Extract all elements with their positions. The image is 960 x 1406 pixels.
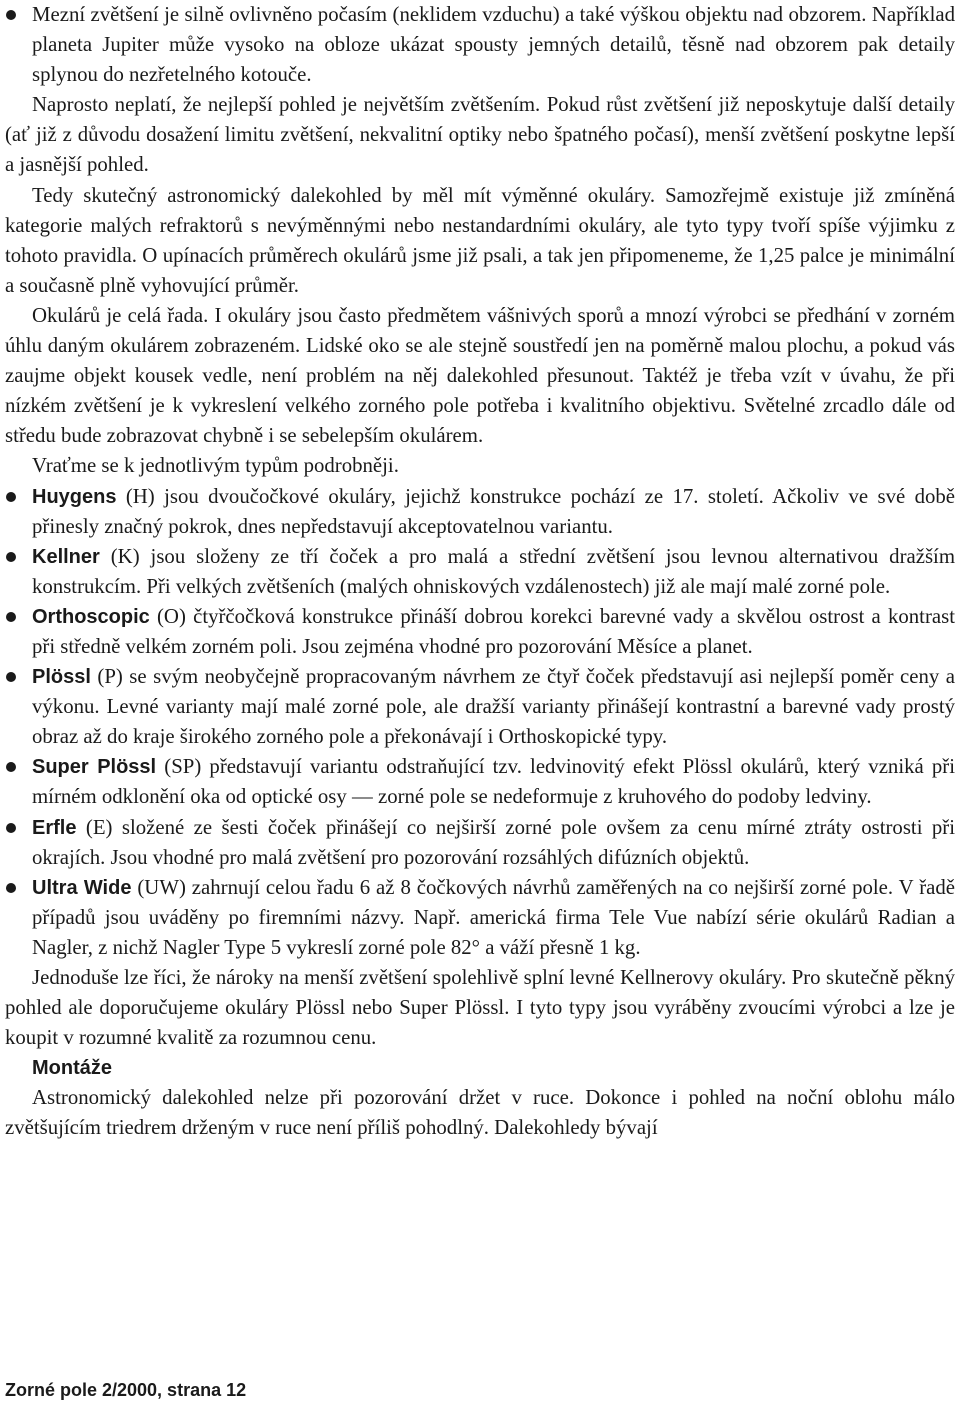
bullet-icon <box>6 552 16 562</box>
eyepiece-item-erfle <box>5 813 955 873</box>
eyepiece-name: Super Plössl <box>32 756 157 779</box>
eyepiece-description: (K) jsou složeny ze tří čoček a pro malá a střední zvětšení jsou levnou alternativou dražším konstrukcím. Při velkých zvětšeních (malých ohniskových vzdálenostech) již ale mají malé zorné pole. <box>32 544 955 598</box>
article-body <box>5 0 955 1144</box>
eyepiece-name: Huygens <box>32 485 117 508</box>
bullet-icon <box>6 823 16 833</box>
bullet-icon <box>6 672 16 682</box>
eyepiece-item-huygens <box>5 482 955 542</box>
bullet-icon <box>6 762 16 772</box>
eyepiece-name: Kellner <box>32 545 100 568</box>
bullet-icon <box>6 883 16 893</box>
paragraph: Tedy skutečný astronomický dalekohled by měl mít výměnné okuláry. Samozřejmě existuje již zmíněná kategorie malých refraktorů s nevýměnnými nebo nestandardními okuláry, ale tyto typy tvoří spíše výjimku z tohoto pravidla. O upínacích průměrech okulárů jsme již psali, a tak jen připomeneme, že 1,25 palce je minimální a současně plně vyhovující průměr. <box>5 183 955 297</box>
eyepiece-name: Plössl <box>32 666 91 689</box>
paragraph: Jednoduše lze říci, že nároky na menší zvětšení spolehlivě splní levné Kellnerovy okuláry. Pro skutečně pěkný pohled ale doporučujeme okuláry Plössl nebo Super Plössl. I tyto typy jsou vyráběny zvoucími výrobci a lze je koupit v rozumné kvalitě za rozumnou cenu. <box>5 966 955 1050</box>
eyepiece-description: (UW) zahrnují celou řadu 6 až 8 čočkových návrhů zaměřených na co nejširší zorné pole. V řadě případů jsou uváděny po firemními názvy. Např. americká firma Tele Vue nabízí série okulárů Radian a Nagler, z nichž Nagler Type 5 vykreslí zorné pole 82° a váží přesně 1 kg. <box>32 875 955 959</box>
eyepiece-description: (SP) představují variantu odstraňující tzv. ledvinovitý efekt Plössl okulárů, který vzniká při mírném odklonění oka od optické osy — zorné pole se nedeformuje z kruhového do podoby ledviny. <box>32 755 955 809</box>
eyepiece-description: (P) se svým neobyčejně propracovaným návrhem ze čtyř čoček představují asi nejlepší poměr ceny a výkonu. Levné varianty mají malé zorné pole, ale dražší varianty přinášejí kontrastní a barevné vady prostý obraz až do kraje širokého zorného pole a překonávají i Orthoskopické typy. <box>32 665 955 749</box>
eyepiece-item-ultra-wide <box>5 873 955 963</box>
eyepiece-description: (O) čtyřčočková konstrukce přináší dobrou korekci barevné vady a skvělou ostrost a kontrast při středně velkém zorném poli. Jsou zejména vhodné pro pozorování Měsíce a planet. <box>32 604 955 658</box>
bullet-text: Mezní zvětšení je silně ovlivněno počasím (neklidem vzduchu) a také výškou objektu nad obzorem. Například planeta Jupiter může vysoko na obloze ukázat spousty jemných detailů, těsně nad obzorem pak detaily splynou do nezřetelného kotouče. <box>32 3 955 87</box>
bullet-icon <box>6 10 16 20</box>
eyepiece-name: Orthoscopic <box>32 605 150 628</box>
eyepiece-name: Ultra Wide <box>32 876 132 899</box>
list-item <box>5 0 955 90</box>
paragraph: Okulárů je celá řada. I okuláry jsou často předmětem vášnivých sporů a mnozí výrobci se předhání v zorném úhlu daným okulárem zobrazeném. Lidské oko se ale stejně soustředí jen na poměrně malou plochu, a pokud vás zaujme objekt kousek vedle, není problém na něj dalekohled přesunout. Taktéž je třeba vzít v úvahu, že při nízkém zvětšení je k vykreslení velkého zorného pole potřeba i kvalitního objektivu. Světelné zrcadlo dále od středu bude zobrazovat chybně i se sebelepším okulárem. <box>5 303 955 448</box>
page-footer: Zorné pole 2/2000, strana 12 <box>5 1380 247 1400</box>
bullet-icon <box>6 492 16 502</box>
eyepiece-item-super-plossl <box>5 752 955 812</box>
paragraph: Naprosto neplatí, že nejlepší pohled je největším zvětšením. Pokud růst zvětšení již neposkytuje další detaily (ať již z důvodu dosažení limitu zvětšení, nekvalitní optiky nebo špatného počasí), menší zvětšení poskytne lepší a jasnější pohled. <box>5 93 955 177</box>
paragraph: Astronomický dalekohled nelze při pozorování držet v ruce. Dokonce i pohled na noční oblohu málo zvětšujícím triedrem drženým v ruce není příliš pohodlný. Dalekohledy bývají <box>5 1086 955 1140</box>
eyepiece-name: Erfle <box>32 816 77 839</box>
eyepiece-item-orthoscopic <box>5 602 955 662</box>
bullet-icon <box>6 612 16 622</box>
eyepiece-item-kellner <box>5 542 955 602</box>
eyepiece-description: (H) jsou dvoučočkové okuláry, jejichž konstrukce pochází ze 17. století. Ačkoliv ve své době přinesly značný pokrok, dnes nepředstavují akceptovatelnou variantu. <box>32 484 955 538</box>
eyepiece-item-plossl <box>5 662 955 752</box>
paragraph: Vraťme se k jednotlivým typům podrobněji. <box>32 454 399 478</box>
section-heading: Montáže <box>32 1057 112 1080</box>
eyepiece-description: (E) složené ze šesti čoček přinášejí co nejširší zorné pole ovšem za cenu mírné ztráty ostrosti při okrajích. Jsou vhodné pro malá zvětšení pro pozorování rozsáhlých difúzních objektů. <box>32 815 955 869</box>
